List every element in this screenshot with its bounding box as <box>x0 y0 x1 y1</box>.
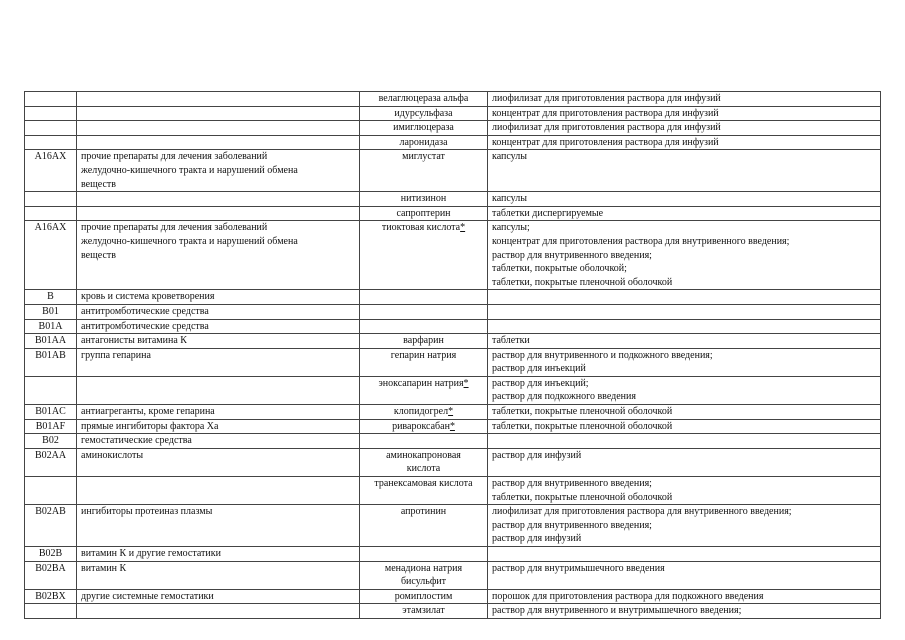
dosage-form-cell: раствор для внутривенного введения; таблетки, покрытые пленочной оболочкой <box>488 477 881 505</box>
drug-name-cell <box>360 589 488 604</box>
drug-name-cell <box>360 221 488 290</box>
dosage-form-cell: таблетки, покрытые пленочной оболочкой <box>488 405 881 420</box>
table-row <box>25 121 881 136</box>
table-row <box>25 150 881 192</box>
therapeutic-group-cell: антитромботические средства <box>77 319 360 334</box>
drug-name-cell <box>360 448 488 476</box>
drug-name: ривароксабан <box>392 420 450 432</box>
dosage-form-cell <box>488 290 881 305</box>
therapeutic-group-cell <box>77 135 360 150</box>
therapeutic-group-cell: аминокислоты <box>77 448 360 476</box>
table-row <box>25 304 881 319</box>
footnote-marker: * <box>463 377 469 389</box>
dosage-form-cell: капсулы <box>488 150 881 192</box>
therapeutic-group-cell: антитромботические средства <box>77 304 360 319</box>
atc-code-cell: B01AC <box>25 405 77 420</box>
therapeutic-group-cell: кровь и система кроветворения <box>77 290 360 305</box>
dosage-form-cell: раствор для внутримышечного введения <box>488 561 881 589</box>
atc-code-cell <box>25 92 77 107</box>
drug-name-cell <box>360 477 488 505</box>
drug-name-cell <box>360 434 488 449</box>
atc-code-cell: B01AB <box>25 348 77 376</box>
table-row <box>25 290 881 305</box>
atc-code-cell <box>25 477 77 505</box>
therapeutic-group-cell <box>77 106 360 121</box>
dosage-form-cell: раствор для внутривенного и подкожного введения; раствор для инъекций <box>488 348 881 376</box>
footnote-marker: * <box>448 406 454 418</box>
table-row <box>25 477 881 505</box>
table-row <box>25 448 881 476</box>
drug-name-cell <box>360 92 488 107</box>
dosage-form-cell: капсулы <box>488 192 881 207</box>
table-row <box>25 221 881 290</box>
table-row <box>25 547 881 562</box>
atc-code-cell <box>25 604 77 619</box>
atc-code-cell <box>25 135 77 150</box>
drug-name-cell <box>360 405 488 420</box>
dosage-form-cell: капсулы; концентрат для приготовления раствора для внутривенного введения; раствор для внутривенного введения; таблетки, покрытые оболочкой; таблетки, покрытые пленочной оболочкой <box>488 221 881 290</box>
table-row <box>25 92 881 107</box>
drug-name-cell <box>360 106 488 121</box>
drug-name: сапроптерин <box>396 207 451 219</box>
therapeutic-group-cell: витамин К и другие гемостатики <box>77 547 360 562</box>
table-row <box>25 106 881 121</box>
dosage-form-cell: лиофилизат для приготовления раствора для инфузий <box>488 121 881 136</box>
drug-name-cell <box>360 604 488 619</box>
therapeutic-group-cell: ингибиторы протеиназ плазмы <box>77 505 360 547</box>
table-row <box>25 405 881 420</box>
atc-code-cell: B01AF <box>25 419 77 434</box>
drug-name: идурсульфаза <box>394 107 453 119</box>
therapeutic-group-cell <box>77 206 360 221</box>
dosage-form-cell <box>488 547 881 562</box>
table-row <box>25 561 881 589</box>
atc-code-cell: B02B <box>25 547 77 562</box>
table-row <box>25 206 881 221</box>
atc-code-cell: A16AX <box>25 221 77 290</box>
drug-name: нитизинон <box>400 193 447 205</box>
drug-name-cell <box>360 334 488 349</box>
therapeutic-group-cell: антиагреганты, кроме гепарина <box>77 405 360 420</box>
dosage-form-cell: таблетки диспергируемые <box>488 206 881 221</box>
drug-name: аминокапроновая кислота <box>386 449 461 475</box>
therapeutic-group-cell <box>77 92 360 107</box>
drug-name-cell <box>360 547 488 562</box>
dosage-form-cell: раствор для внутривенного и внутримышечного введения; <box>488 604 881 619</box>
drug-classification-table <box>24 91 881 619</box>
therapeutic-group-cell: антагонисты витамина К <box>77 334 360 349</box>
drug-name-cell <box>360 290 488 305</box>
dosage-form-cell: лиофилизат для приготовления раствора для инфузий <box>488 92 881 107</box>
atc-code-cell: B01AA <box>25 334 77 349</box>
drug-name: апротинин <box>400 506 447 518</box>
therapeutic-group-cell: прочие препараты для лечения заболеваний желудочно-кишечного тракта и нарушений обмена веществ <box>77 150 360 192</box>
dosage-form-cell <box>488 434 881 449</box>
dosage-form-cell: порошок для приготовления раствора для подкожного введения <box>488 589 881 604</box>
atc-code-cell <box>25 192 77 207</box>
drug-name: велаглюцераза альфа <box>378 93 469 104</box>
table-row <box>25 589 881 604</box>
therapeutic-group-cell <box>77 192 360 207</box>
footnote-marker: * <box>449 420 455 432</box>
dosage-form-cell: таблетки <box>488 334 881 349</box>
table-row <box>25 135 881 150</box>
table-row <box>25 434 881 449</box>
drug-name-cell <box>360 135 488 150</box>
dosage-form-cell: концентрат для приготовления раствора для инфузий <box>488 135 881 150</box>
drug-name: клопидогрел <box>393 406 449 418</box>
dosage-form-cell: раствор для инфузий <box>488 448 881 476</box>
drug-name: ромиплостим <box>394 590 453 602</box>
drug-name: имиглюцераза <box>393 122 454 134</box>
drug-name-cell <box>360 319 488 334</box>
dosage-form-cell <box>488 304 881 319</box>
atc-code-cell: B02 <box>25 434 77 449</box>
therapeutic-group-cell: прямые ингибиторы фактора Xa <box>77 419 360 434</box>
drug-name: миглустат <box>402 151 445 163</box>
drug-name-cell <box>360 121 488 136</box>
drug-name: гепарин натрия <box>390 349 457 361</box>
table-body <box>25 92 881 619</box>
atc-code-cell: B <box>25 290 77 305</box>
footnote-marker: * <box>460 222 466 234</box>
table-row <box>25 348 881 376</box>
therapeutic-group-cell: прочие препараты для лечения заболеваний желудочно-кишечного тракта и нарушений обмена веществ <box>77 221 360 290</box>
drug-name: менадиона натрия бисульфит <box>384 562 463 588</box>
drug-name-cell <box>360 505 488 547</box>
atc-code-cell: B02BA <box>25 561 77 589</box>
table-row <box>25 334 881 349</box>
therapeutic-group-cell <box>77 121 360 136</box>
drug-name-cell <box>360 150 488 192</box>
drug-name: ларонидаза <box>399 136 448 148</box>
atc-code-cell: B02BX <box>25 589 77 604</box>
table-row <box>25 192 881 207</box>
therapeutic-group-cell <box>77 376 360 404</box>
table-row <box>25 604 881 619</box>
therapeutic-group-cell: другие системные гемостатики <box>77 589 360 604</box>
drug-name-cell <box>360 419 488 434</box>
atc-code-cell: B02AA <box>25 448 77 476</box>
therapeutic-group-cell <box>77 604 360 619</box>
atc-code-cell: B02AB <box>25 505 77 547</box>
therapeutic-group-cell: гемостатические средства <box>77 434 360 449</box>
drug-name-cell <box>360 206 488 221</box>
atc-code-cell: A16AX <box>25 150 77 192</box>
drug-name-cell <box>360 348 488 376</box>
drug-name-cell <box>360 192 488 207</box>
atc-code-cell <box>25 376 77 404</box>
therapeutic-group-cell: витамин К <box>77 561 360 589</box>
therapeutic-group-cell: группа гепарина <box>77 348 360 376</box>
atc-code-cell: B01 <box>25 304 77 319</box>
drug-name-cell <box>360 304 488 319</box>
atc-code-cell: B01A <box>25 319 77 334</box>
drug-name: тиоктовая кислота <box>381 222 461 234</box>
dosage-form-cell: концентрат для приготовления раствора для инфузий <box>488 106 881 121</box>
table-row <box>25 505 881 547</box>
dosage-form-cell: раствор для инъекций; раствор для подкожного введения <box>488 376 881 404</box>
drug-name: транексамовая кислота <box>374 478 473 490</box>
drug-name-cell <box>360 561 488 589</box>
atc-code-cell <box>25 106 77 121</box>
atc-code-cell <box>25 121 77 136</box>
drug-name: этамзилат <box>402 605 445 617</box>
dosage-form-cell: таблетки, покрытые пленочной оболочкой <box>488 419 881 434</box>
table-row <box>25 376 881 404</box>
drug-name: варфарин <box>403 335 444 347</box>
therapeutic-group-cell <box>77 477 360 505</box>
table-row <box>25 319 881 334</box>
dosage-form-cell <box>488 319 881 334</box>
atc-code-cell <box>25 206 77 221</box>
dosage-form-cell: лиофилизат для приготовления раствора для внутривенного введения; раствор для внутривенного введения; раствор для инфузий <box>488 505 881 547</box>
table-row <box>25 419 881 434</box>
drug-name: эноксапарин натрия <box>378 377 464 389</box>
drug-name-cell <box>360 376 488 404</box>
